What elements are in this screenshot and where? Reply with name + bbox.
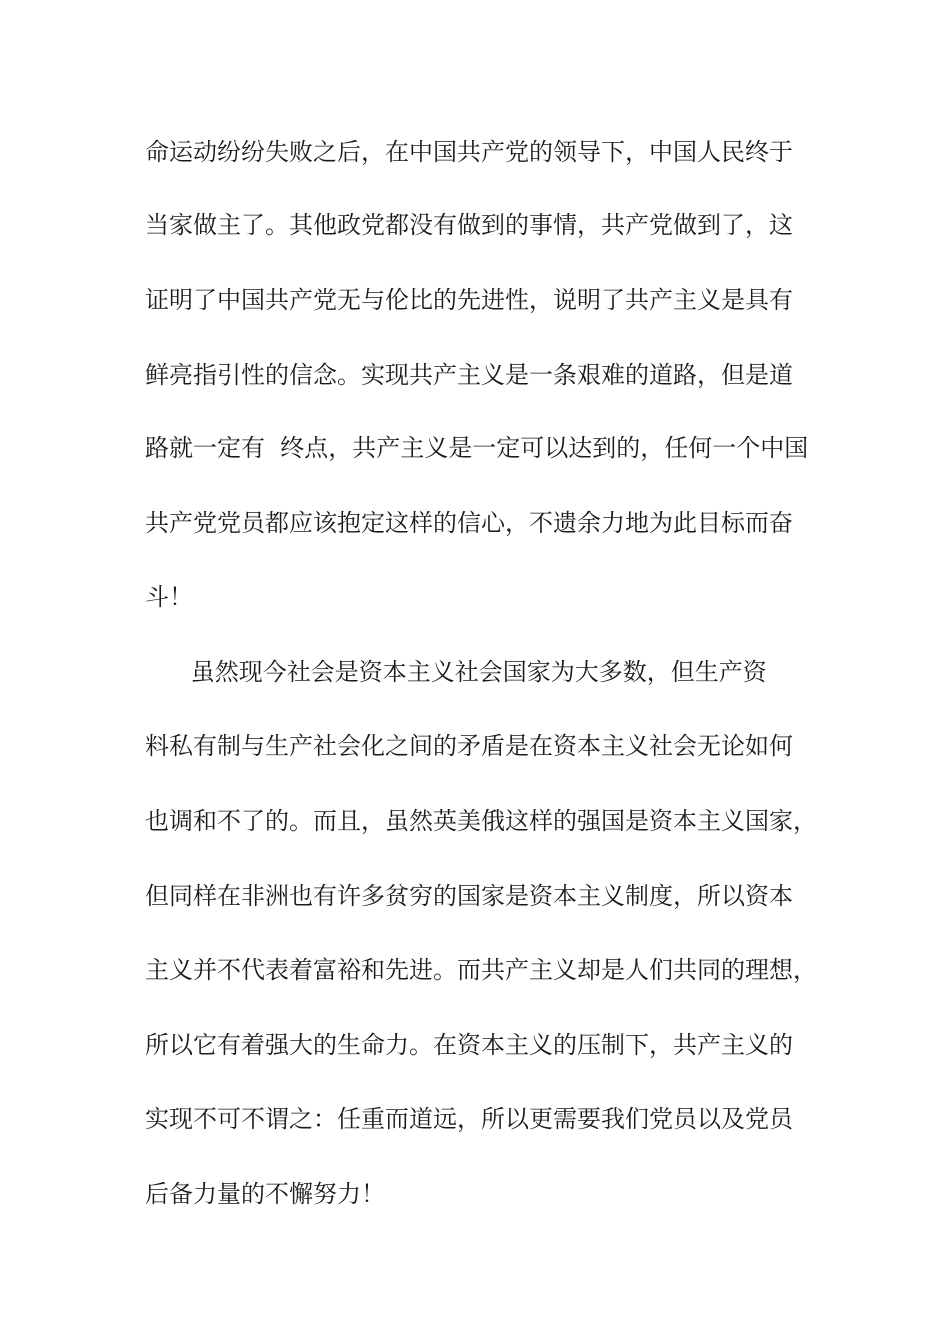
paragraph-1-line-4: 鲜亮指引性的信念。实现共产主义是一条艰难的道路，但是道 <box>145 361 793 389</box>
paragraph-1-line-5: 路就一定有 终点，共产主义是一定可以达到的，任何一个中国 <box>145 434 809 462</box>
paragraph-1-line-7: 斗！ <box>145 583 193 611</box>
paragraph-2-line-4: 但同样在非洲也有许多贫穷的国家是资本主义制度，所以资本 <box>145 882 793 910</box>
paragraph-2-line-1: 虽然现今社会是资本主义社会国家为大多数，但生产资 <box>145 658 767 686</box>
paragraph-1-line-1: 命运动纷纷失败之后，在中国共产党的领导下，中国人民终于 <box>145 138 793 166</box>
paragraph-2-line-3: 也调和不了的。而且，虽然英美俄这样的强国是资本主义国家， <box>145 807 817 835</box>
paragraph-2-line-2: 料私有制与生产社会化之间的矛盾是在资本主义社会无论如何 <box>145 732 793 760</box>
paragraph-2-line-8: 后备力量的不懈努力！ <box>145 1180 385 1208</box>
paragraph-1-line-2: 当家做主了。其他政党都没有做到的事情，共产党做到了，这 <box>145 211 793 239</box>
paragraph-1-line-3: 证明了中国共产党无与伦比的先进性，说明了共产主义是具有 <box>145 286 793 314</box>
paragraph-2-line-7: 实现不可不谓之：任重而道远，所以更需要我们党员以及党员 <box>145 1105 793 1133</box>
paragraph-2-line-5: 主义并不代表着富裕和先进。而共产主义却是人们共同的理想， <box>145 956 817 984</box>
paragraph-1-line-6: 共产党党员都应该抱定这样的信心，不遗余力地为此目标而奋 <box>145 509 793 537</box>
paragraph-2-line-6: 所以它有着强大的生命力。在资本主义的压制下，共产主义的 <box>145 1031 793 1059</box>
